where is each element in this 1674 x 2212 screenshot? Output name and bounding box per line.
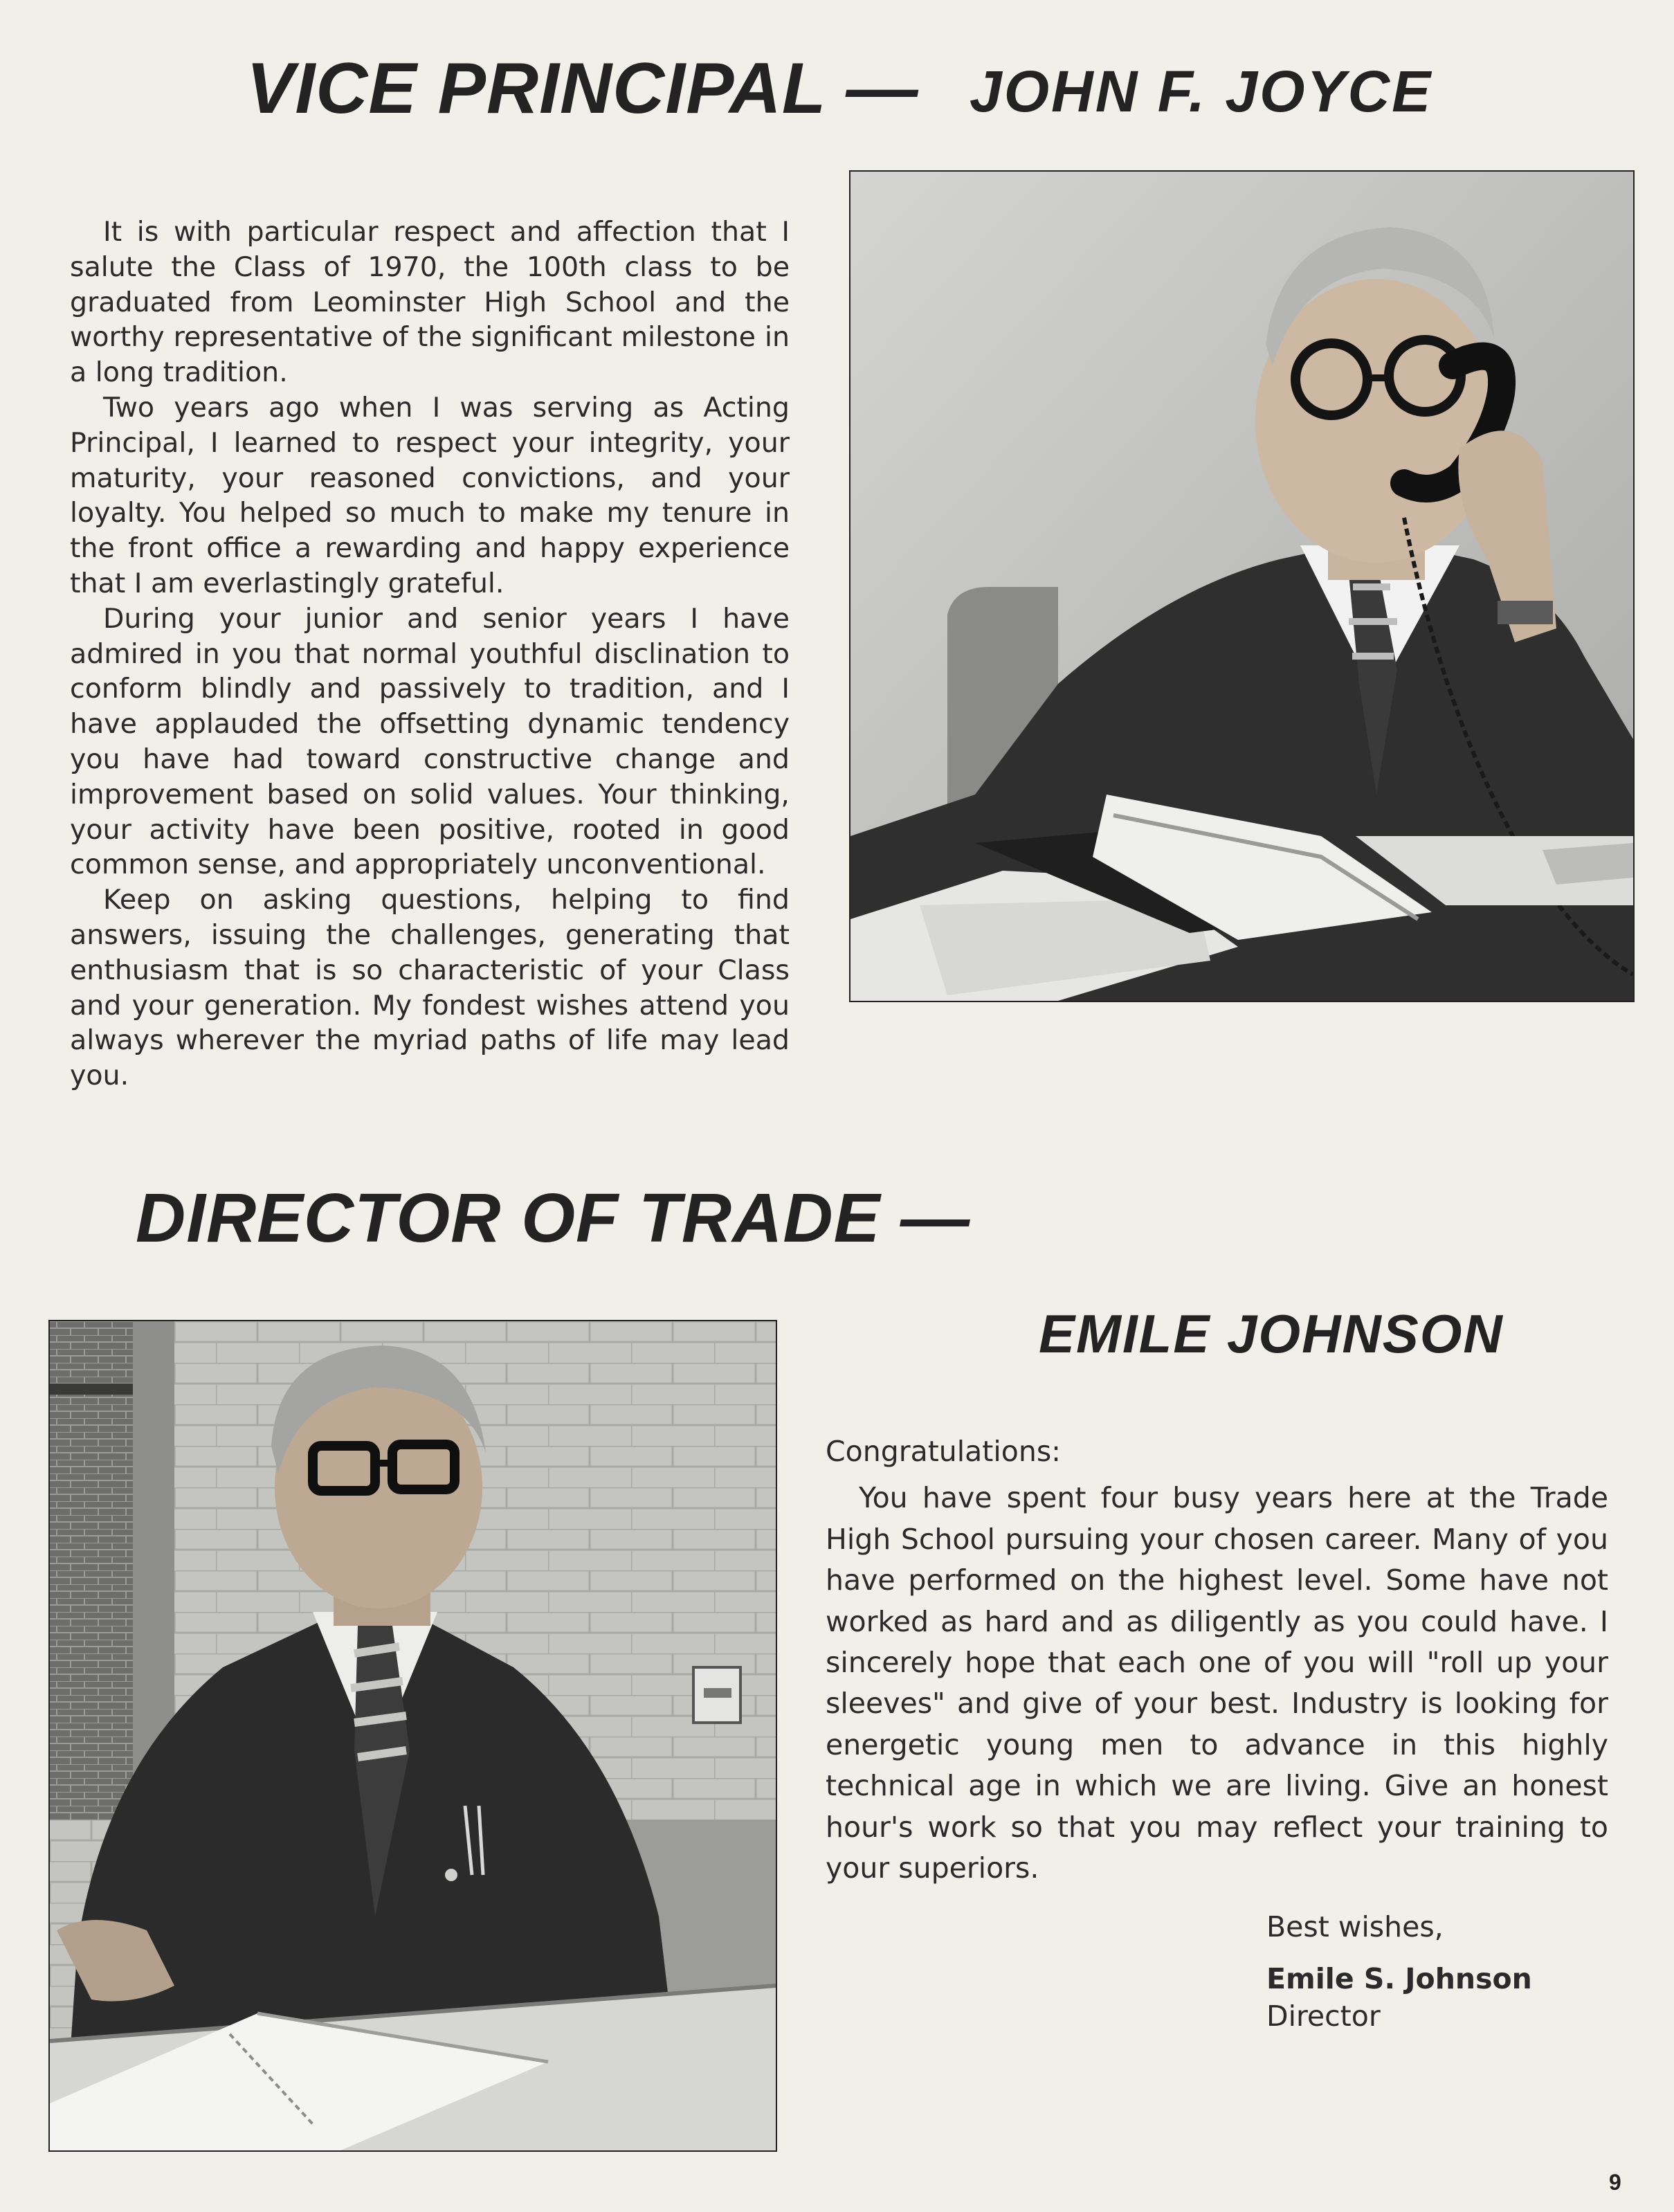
director-letter [826,1431,1608,1889]
director-name: EMILE JOHNSON [1039,1303,1504,1364]
director-greeting: Congratulations: [826,1435,1061,1468]
signer-name: Emile S. Johnson [1266,1962,1532,1996]
vice-principal-heading: VICE PRINCIPAL — [246,48,919,129]
vice-principal-letter [70,215,790,1094]
closing-line: Best wishes, [1266,1910,1444,1943]
vice-principal-name: JOHN F. JOYCE [970,59,1433,124]
vp-paragraph-4: Keep on asking questions, helping to find answers, issuing the challenges, generating that enthusiasm that is so characteristic of your Class and your generation. My fondest wishes attend you always wherever the myriad paths of life may lead you. [70,884,790,1092]
director-paragraph: You have spent four busy years here at the Trade High School pursuing your chosen career. Many of you have performed on the highest level. Some have not worked as hard and as diligently as you could have. I sincerely hope that each one of you will "roll up your sleeves" and give of your best. Industry is looking for energetic young men to advance in this highly technical age in which we are living. Give an honest hour's work so that you may reflect your training to your superiors. [826,1481,1608,1885]
vice-principal-photo [849,170,1635,1002]
director-of-trade-heading: DIRECTOR OF TRADE — [136,1179,971,1257]
signer-role: Director [1266,1999,1381,2033]
director-photo [48,1320,777,2152]
director-signoff [1266,1909,1532,2035]
vp-paragraph-2: Two years ago when I was serving as Acting Principal, I learned to respect your integrity, your maturity, your reasoned convictions, and your loyalty. You helped so much to make my tenure in the front office a rewarding and happy experience that I am everlastingly grateful. [70,391,790,599]
page-number: 9 [1609,2170,1621,2195]
vp-paragraph-1: It is with particular respect and affection that I salute the Class of 1970, the 100th class to be graduated from Leominster High School and the worthy representative of the significant milestone in a long tradition. [70,216,790,389]
vp-paragraph-3: During your junior and senior years I have admired in you that normal youthful disclination to conform blindly and passively to tradition, and I have applauded the offsetting dynamic tendency you have had toward constructive change and improvement based on solid values. Your thinking, your activity have been positive, rooted in good common sense, and appropriately unconventional. [70,602,790,881]
